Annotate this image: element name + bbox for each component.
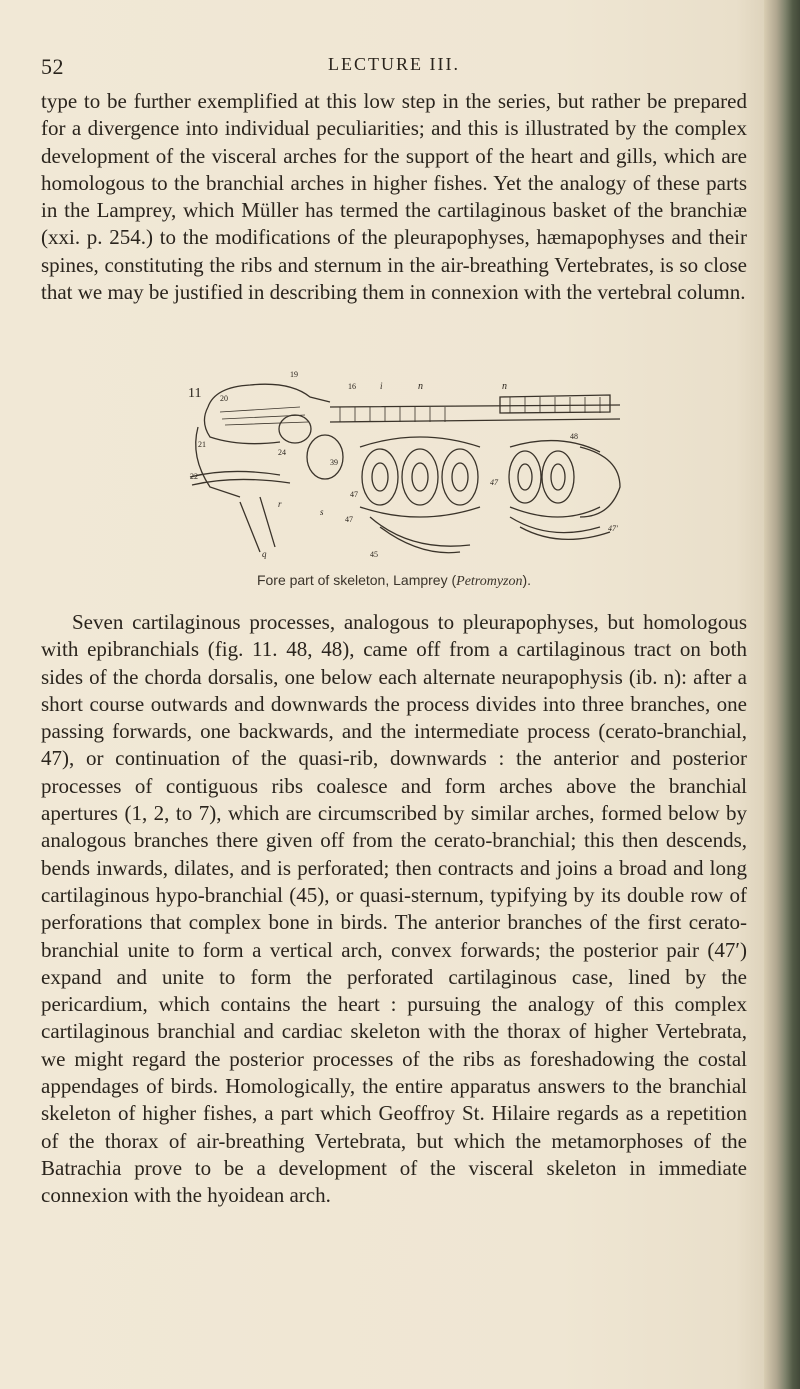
paragraph-1: type to be further exemplified at this low step in the series, but rather be prepared for a divergence into individual peculiarities; and this is illustrated by the complex development of the visceral arches for the support of the heart and gills, which are homologous to the branchial arches in higher fishes. Yet the analogy of these parts in the Lamprey, which Müller has termed the cartilaginous basket of the branchiæ (xxi. p. 254.) to the modifications of the pleurapophyses, hæmapophyses and their spines, constituting the ribs and sternum in the air-breathing Vertebrates, is so close that we may be justified in describing them in connexion with the vertebral column. — [41, 89, 747, 305]
caption-end: ). — [522, 572, 532, 588]
paragraph-2: Seven cartilaginous processes, analogous to pleurapophyses, but homologous with epibranchials (fig. 11. 48, 48), came off from a cartilaginous tract on both sides of the chorda dorsalis, one below each alternate neurapophysis (ib. n): after a short course outwards and downwards the process divides into three branches, one passing forwards, one backwards, and the intermediate process (cerato-branchial, 47), or continuation of the quasi-rib, downwards : the anterior and posterior processes of contiguous ribs coalesce and form arches above the branchial apertures (1, 2, to 7), which are circumscribed by similar arches, formed below by analogous branches there given off from the cerato-branchial; this then descends, bends inwards, dilates, and is perforated; then contracts and joins a broad and long cartilaginous hypo-branchial (45), or quasi-sternum, typifying by its double row of perforations that complex bone in birds. The anterior branches of the first cerato-branchial unite to form a vertical arch, convex forwards; the posterior pair (47′) expand and unite to form the perforated cartilaginous case, lined by the pericardium, which contains the heart : pursuing the analogy of this complex cartilaginous branchial and cardiac skeleton with the thorax of higher Vertebrata, we might regard the posterior processes of the ribs as foreshadowing the costal appendages of birds. Homologically, the entire apparatus answers to the branchial skeleton of higher fishes, a part which Geoffroy St. Hilaire regards as a repetition of the thorax of air-breathing Vertebrata, but which the metamorphoses of the Batrachia prove to be a development of the visceral skeleton in immediate connexion with the hyoidean arch. — [41, 610, 747, 1208]
figure-label: 47 — [490, 478, 498, 487]
book-spine-edge — [764, 0, 800, 1389]
figure-label: 20 — [220, 394, 228, 403]
figure-label: 22 — [190, 472, 198, 481]
page-number: 52 — [41, 54, 64, 79]
figure-label: 45 — [370, 550, 378, 559]
figure-label: i — [380, 381, 383, 391]
figure-label: 47′ — [608, 524, 618, 533]
figure-label: q — [262, 549, 267, 559]
figure-label: 48 — [570, 432, 578, 441]
running-head: LECTURE III. — [328, 54, 460, 74]
figure-label: 16 — [348, 382, 356, 391]
figure-label: 19 — [290, 370, 298, 379]
page-header — [41, 54, 747, 84]
lamprey-skeleton-illustration — [180, 367, 640, 565]
caption-italic-name: Petromyzon — [456, 574, 523, 589]
figure-caption — [41, 572, 747, 590]
figure-label: 47 — [350, 490, 358, 499]
figure-label: 21 — [198, 440, 206, 449]
lamprey-skeleton-figure — [180, 367, 640, 565]
figure-label: 47 — [345, 515, 353, 524]
figure-label: r — [278, 499, 282, 509]
figure-label: n — [418, 381, 423, 392]
figure-label: 24 — [278, 448, 286, 457]
figure-label: s — [320, 507, 324, 517]
figure-label: 39 — [330, 458, 338, 467]
figure-label: n — [502, 381, 507, 392]
figure-label: 11 — [188, 386, 202, 401]
caption-text: Fore part of skeleton, Lamprey ( — [256, 572, 457, 588]
